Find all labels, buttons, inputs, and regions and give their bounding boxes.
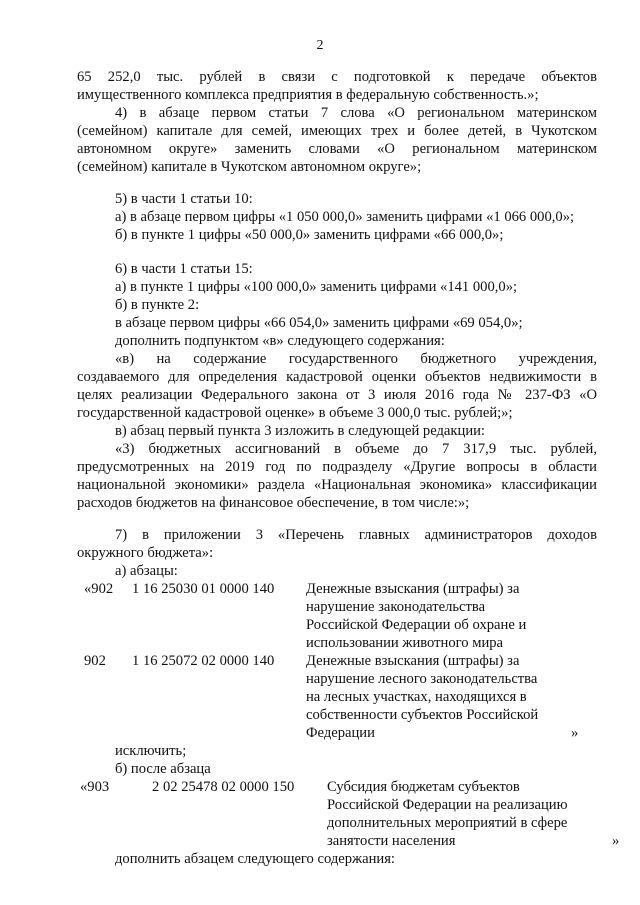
table-cell-code: 1 16 25072 02 0000 140	[132, 653, 275, 669]
page-number: 2	[316, 38, 324, 53]
table-cell-code: 1 16 25030 01 0000 140	[132, 581, 275, 597]
text-line: автономном округе» заменить словами «О региональном материнском	[77, 141, 597, 157]
text-line: а) в абзаце первом цифры «1 050 000,0» заменить цифрами «1 066 000,0»;	[115, 209, 575, 225]
text-line: имущественного комплекса предприятия в федеральную собственность.»;	[77, 87, 539, 103]
table-cell-desc: нарушение лесного законодательства	[306, 671, 538, 687]
table-cell-code: 2 02 25478 02 0000 150	[152, 779, 295, 795]
table-cell-desc: нарушение законодательства	[306, 599, 486, 615]
text-line: в) абзац первый пункта 3 изложить в следующей редакции:	[115, 423, 485, 439]
text-line: б) после абзаца	[115, 761, 211, 777]
table-cell-desc: Денежные взыскания (штрафы) за	[306, 581, 520, 597]
text-line: 5) в части 1 статьи 10:	[115, 191, 253, 207]
table-cell-desc: Российской Федерации об охране и	[306, 617, 527, 633]
table-cell-desc: занятости населения	[327, 833, 456, 849]
table-cell-desc: на лесных участках, находящихся в	[306, 689, 527, 705]
text-line: б) в пункте 2:	[115, 297, 200, 313]
table-cell-desc: использовании животного мира	[306, 635, 504, 651]
text-line: «в) на содержание государственного бюджетного учреждения,	[115, 351, 597, 367]
text-line: 6) в части 1 статьи 15:	[115, 261, 253, 277]
table-cell-desc: дополнительных мероприятий в сфере	[327, 815, 568, 831]
text-line: создаваемого для определения кадастровой оценки объектов недвижимости в	[77, 369, 597, 385]
text-line: 4) в абзаце первом статьи 7 слова «О региональном материнском	[115, 105, 597, 121]
text-line: государственной кадастровой оценке» в объеме 3 000,0 тыс. рублей;»;	[77, 405, 513, 421]
table-cell-admin: «903	[80, 779, 110, 795]
text-line: дополнить абзацем следующего содержания:	[115, 851, 395, 867]
text-line: исключить;	[115, 743, 187, 759]
table-cell-desc: собственности субъектов Российской	[306, 707, 539, 723]
text-line: а) абзацы:	[115, 563, 178, 579]
text-line: национальной экономики» раздела «Национальная экономика» классификации	[77, 477, 597, 493]
text-line: б) в пункте 1 цифры «50 000,0» заменить цифрами «66 000,0»;	[115, 227, 504, 243]
text-line: расходов бюджетов на финансовое обеспечение, в том числе:»;	[77, 495, 470, 511]
table-cell-admin: «902	[84, 581, 114, 597]
table-cell-desc: Денежные взыскания (штрафы) за	[306, 653, 520, 669]
text-line: «3) бюджетных ассигнований в объеме до 7 317,9 тыс. рублей,	[115, 441, 597, 457]
text-line: (семейном) капитале в Чукотском автономном округе»;	[77, 159, 422, 175]
text-line: окружного бюджета»:	[77, 545, 214, 561]
closing-quote: »	[571, 725, 579, 741]
text-line: целях реализации Федерального закона от 3 июля 2016 года № 237-ФЗ «О	[77, 387, 597, 403]
text-line: (семейном) капитале для семей, имеющих трех и более детей, в Чукотском	[77, 123, 597, 139]
closing-quote: »	[612, 833, 620, 849]
text-line: в абзаце первом цифры «66 054,0» заменить цифрами «69 054,0»;	[115, 315, 523, 331]
text-line: предусмотренных на 2019 год по подразделу «Другие вопросы в области	[77, 459, 597, 475]
text-line: 65 252,0 тыс. рублей в связи с подготовкой к передаче объектов	[77, 69, 597, 85]
text-line: дополнить подпунктом «в» следующего содержания:	[115, 333, 445, 349]
table-cell-admin: 902	[84, 653, 106, 669]
text-line: 7) в приложении 3 «Перечень главных администраторов доходов	[115, 527, 597, 543]
table-cell-desc: Субсидия бюджетам субъектов	[327, 779, 520, 795]
text-line: а) в пункте 1 цифры «100 000,0» заменить цифрами «141 000,0»;	[115, 279, 518, 295]
table-cell-desc: Российской Федерации на реализацию	[327, 797, 568, 813]
table-cell-desc: Федерации	[306, 725, 375, 741]
